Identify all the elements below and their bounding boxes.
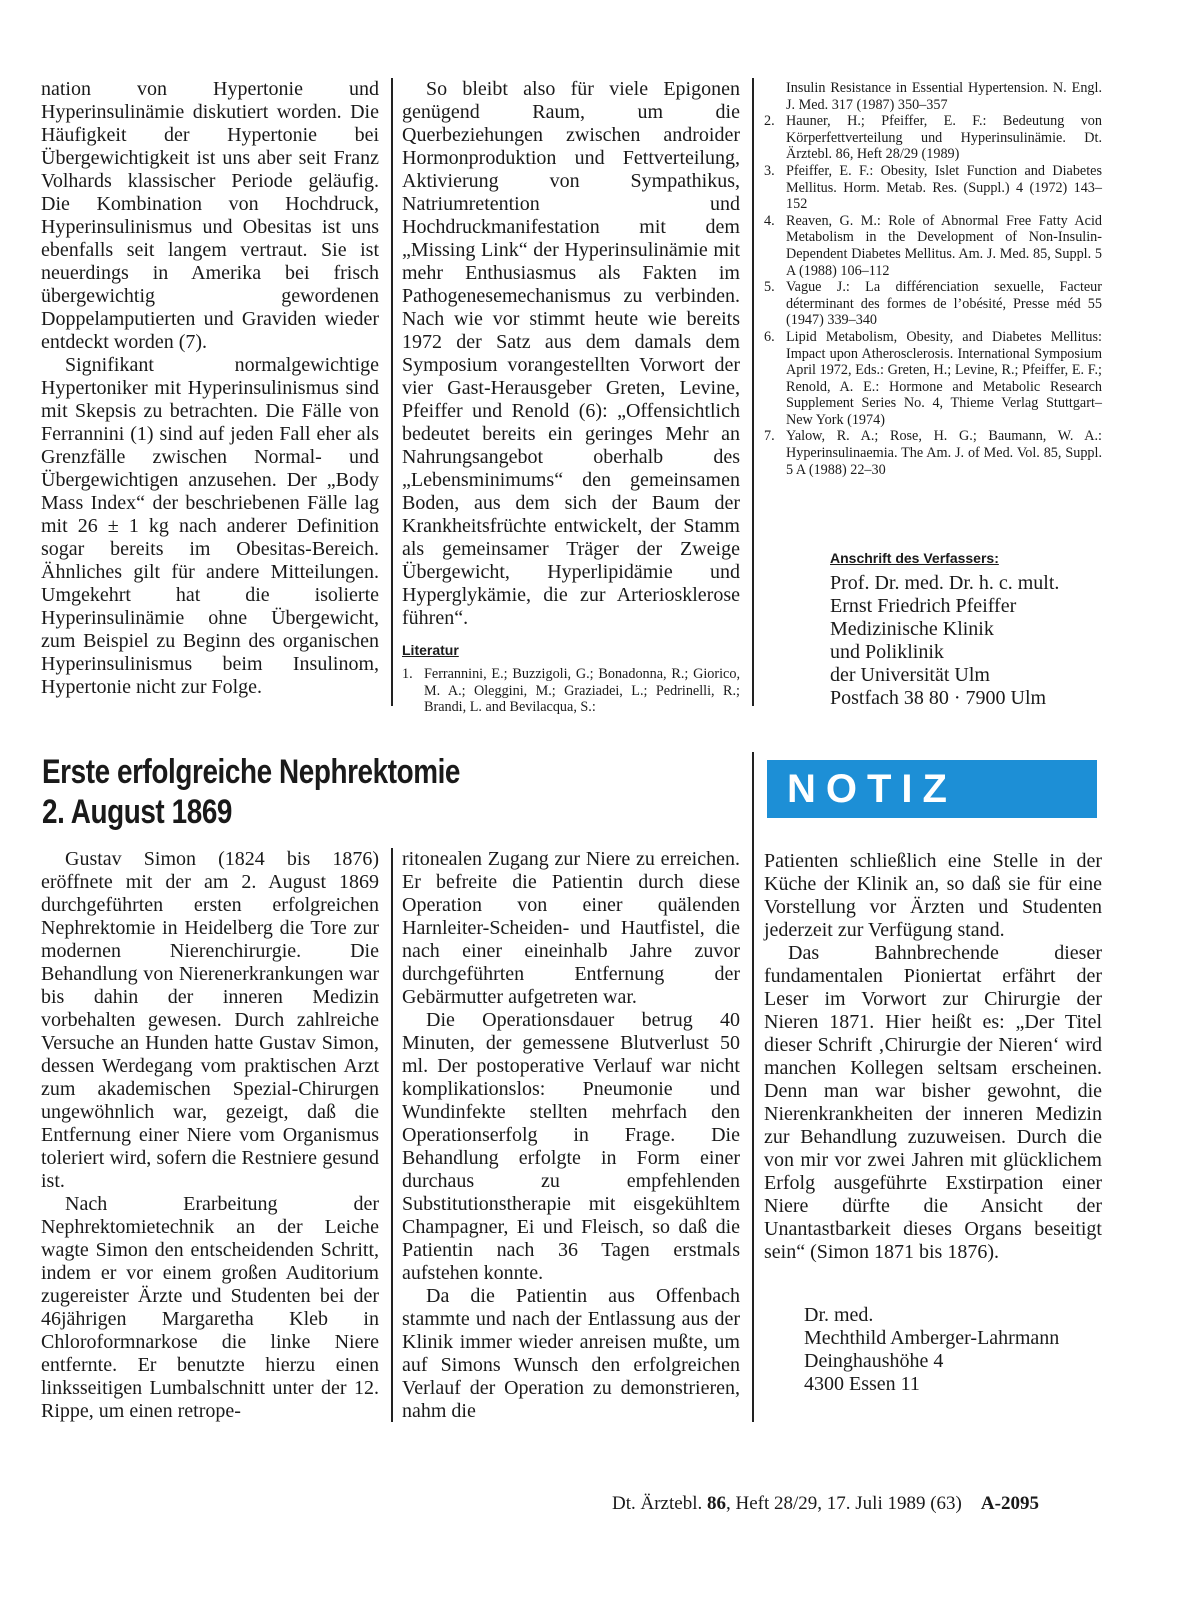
address-line: Postfach 38 80 · 7900 Ulm (830, 687, 1047, 709)
top-column-1 (41, 78, 379, 699)
column-divider (391, 78, 393, 706)
paragraph: Die Operationsdauer betrug 40 Minuten, der gemessene Blutverlust 50 ml. Der postoperative Verlauf war nicht komplikationslos: Pneumonie und Wundinfekte stellten mehrfach den Operationserfolg in Frage. Die Behandlung erfolgte in Form einer durchaus zu empfehlenden Substitutionstherapie mit eisgekühltem Champagner, Ei und Fleisch, so daß die Patientin nach 36 Tagen erstmals aufstehen konnte. (402, 1009, 740, 1284)
paragraph: Patienten schließlich eine Stelle in der Küche der Klinik an, so daß sie für eine Vorstellung vor Ärzten und Studenten jederzeit zur Verfügung stand. (764, 850, 1102, 941)
signature-line: 4300 Essen 11 (804, 1373, 920, 1395)
paragraph: Das Bahnbrechende dieser fundamentalen Pioniertat erfährt der Leser im Vorwort zur Chirurgie der Nieren 1871. Hier heißt es: „Der Titel dieser Schrift ‚Chirurgie der Nieren‘ wird manchen Kollegen seltsam erscheinen. Denn man war bisher gewohnt, die Nierenkrankheiten der inneren Medizin zur Behandlung zuzuweisen. Durch die von mir vor zwei Jahren mit glücklichem Erfolg ausgeführte Exstirpation einer Niere dürfte die Ansicht der Unantastbarkeit dieses Organs beseitigt sein“ (Simon 1871 bis 1876). (764, 942, 1102, 1263)
reference-text: Yalow, R. A.; Rose, H. G.; Baumann, W. A.: Hyperinsulinaemia. The Am. J. of Med. Vol. 85, Suppl. 5 A (1988) 22–30 (786, 428, 1102, 478)
signature-line: Mechthild Amberger-Lahrmann (804, 1327, 1060, 1349)
author-signature (764, 1304, 1102, 1396)
address-line: Ernst Friedrich Pfeiffer (830, 595, 1017, 617)
reference-item-continued (764, 80, 1102, 113)
section-divider (752, 752, 754, 1422)
author-address (830, 550, 1120, 710)
reference-item (764, 213, 1102, 279)
column-divider (752, 78, 754, 706)
address-line: und Poliklinik (830, 641, 944, 663)
reference-item (764, 279, 1102, 329)
article-title-line-1: Erste erfolgreiche Nephrektomie (42, 753, 461, 791)
literatur-heading: Literatur (402, 642, 459, 658)
reference-number: 7. (764, 428, 775, 445)
column-divider (391, 848, 393, 1422)
paragraph: Signifikant normalgewichtige Hypertoniker mit Hyperinsulinismus sind mit Skepsis zu betrachten. Die Fälle von Ferrannini (1) sind auf jeden Fall eher als Grenzfälle zwischen Normal- und Übergewichtigen anzusehen. Der „Body Mass Index“ der beschriebenen Fälle lag mit 26 ± 1 kg nach anderer Definition sogar bereits im Obesitas-Bereich. Ähnliches gilt für andere Mitteilungen. Umgekehrt hat die isolierte Hyperinsulinämie ohne Übergewicht, zum Beispiel zu Beginn des organischen Hyperinsulinismus beim Insulinom, Hypertonie nicht zur Folge. (41, 354, 379, 698)
reference-text: Ferrannini, E.; Buzzigoli, G.; Bonadonna, R.; Giorico, M. A.; Oleggini, M.; Graziadei, L.; Pedrinelli, R.; Brandi, L. and Bevilacqua, S.: (424, 666, 740, 716)
reference-number: 1. (402, 666, 413, 682)
top-column-2 (402, 78, 740, 716)
paragraph: So bleibt also für viele Epigonen genügend Raum, um die Querbeziehungen zwischen androider Hormonproduktion und Fettverteilung, Aktivierung von Sympathikus, Natriumretention und Hochdruckmanifestation mit dem „Missing Link“ der Hyperinsulinämie mit mehr Enthusiasmus als Fakten im Pathogenesemechanismus zu verbinden. Nach wie vor stimmt heute wie bereits 1972 der Satz aus dem damals dem Symposium vorangestellten Vorwort der vier Gast-Herausgeber Greten, Levine, Pfeiffer und Renold (6): „Offensichtlich bedeutet bereits ein geringes Mehr an Nahrungsangebot oberhalb des „Lebensminimums“ den gemeinsamen Boden, aus dem sich der Baum der Krankheitsfrüchte entwickelt, der Stamm als gemeinsamer Träger der Zweige Übergewicht, Hyperlipidämie und Hyperglykämie, die zur Arteriosklerose führen“. (402, 78, 740, 629)
reference-number: 4. (764, 212, 775, 229)
journal-volume: 86 (706, 1493, 726, 1514)
bottom-column-2 (402, 848, 740, 1423)
reference-item (764, 163, 1102, 213)
notiz-badge (767, 760, 1097, 818)
address-line: der Universität Ulm (830, 664, 990, 686)
reference-list (402, 666, 740, 716)
page-number: A-2095 (980, 1493, 1039, 1514)
address-line: Medizinische Klinik (830, 618, 994, 640)
reference-item (764, 329, 1102, 429)
journal-name: Dt. Ärztebl. (612, 1493, 703, 1514)
reference-text: Insulin Resistance in Essential Hypertension. N. Engl. J. Med. 317 (1987) 350–357 (786, 80, 1102, 113)
reference-number: 6. (764, 328, 775, 345)
article-title (42, 752, 616, 832)
article-title-line-2: 2. August 1869 (42, 793, 233, 831)
paragraph: Gustav Simon (1824 bis 1876) eröffnete mit der am 2. August 1869 durchgeführten ersten erfolgreichen Nephrektomie in Heidelberg die Tore zur modernen Nierenchirurgie. Die Behandlung von Nierenerkrankungen war bis dahin der inneren Medizin vorbehalten gewesen. Durch zahlreiche Versuche an Hunden hatte Gustav Simon, dessen Werdegang vom praktischen Arzt zum akademischen Spezial-Chirurgen ungewöhnlich war, gezeigt, daß die Entfernung einer Niere vom Organismus toleriert wird, sofern die Restniere gesund ist. (41, 848, 379, 1192)
reference-number: 3. (764, 162, 775, 179)
page-footer (612, 1493, 1039, 1515)
paragraph: ritonealen Zugang zur Niere zu erreichen. Er befreite die Patientin durch diese Operation von einer quälenden Harnleiter-Scheiden- und Hautfistel, die nach einer eineinhalb Jahre zuvor durchgeführten Entfernung der Gebärmutter aufgetreten war. (402, 848, 740, 1008)
signature-line: Deinghaushöhe 4 (804, 1350, 944, 1372)
paragraph: Nach Erarbeitung der Nephrektomietechnik an der Leiche wagte Simon den entscheidenden Schritt, indem er vor einem großen Auditorium zugereister Ärzte und Studenten bei der 46jährigen Margaretha Kleb in Chloroformnarkose die linke Niere entfernte. Er benutzte hierzu einen linksseitigen Lumbalschnitt unter der 12. Rippe, um einen retrope- (41, 1193, 379, 1422)
address-line: Prof. Dr. med. Dr. h. c. mult. (830, 572, 1060, 594)
reference-item (764, 113, 1102, 163)
paragraph: nation von Hypertonie und Hyperinsulinämie diskutiert worden. Die Häufigkeit der Hypertonie bei Übergewichtigkeit ist uns aber seit Franz Volhards klassischer Periode geläufig. Die Kombination von Hochdruck, Hyperinsulinismus und Obesitas ist uns ebenfalls seit langem vertraut. Sie ist neuerdings in Amerika bei frisch übergewichtig gewordenen Doppelamputierten und Graviden wieder entdeckt worden (7). (41, 78, 379, 353)
reference-text: Reaven, G. M.: Role of Abnormal Free Fatty Acid Metabolism in the Development of Non-Insulin-Dependent Diabetes Mellitus. Am. J. Med. 85, Suppl. 5 A (1988) 106–112 (786, 212, 1102, 279)
reference-text: Vague J.: La différenciation sexuelle, Facteur déterminant des formes de l’obésité, Presse méd 55 (1947) 339–340 (786, 279, 1102, 329)
notiz-label: NOTIZ (787, 767, 957, 811)
top-column-3 (764, 80, 1102, 709)
address-heading: Anschrift des Verfassers: (830, 550, 999, 566)
reference-text: Pfeiffer, E. F.: Obesity, Islet Function and Diabetes Mellitus. Horm. Metab. Res. (Suppl.) 4 (1972) 143–152 (786, 162, 1102, 213)
reference-item (402, 666, 740, 716)
reference-text: Hauner, H.; Pfeiffer, E. F.: Bedeutung von Körperfettverteilung und Hyperinsulinämie. Dt. Ärztebl. 86, Heft 28/29 (1989) (786, 113, 1102, 163)
bottom-column-3 (764, 850, 1102, 1396)
paragraph: Da die Patientin aus Offenbach stammte und nach der Entlassung aus der Klinik immer wieder anreisen mußte, um auf Simons Wunsch den erfolgreichen Verlauf der Operation zu demonstrieren, nahm die (402, 1285, 740, 1422)
reference-number: 2. (764, 113, 775, 130)
reference-item (764, 428, 1102, 478)
reference-number: 5. (764, 279, 775, 296)
reference-list (764, 80, 1102, 478)
reference-text: Lipid Metabolism, Obesity, and Diabetes Mellitus: Impact upon Atherosclerosis. International Symposium April 1972, Eds.: Greten, H.; Levine, R.; Pfeiffer, E. F.; Renold, A. E.: Hormone and Metabolic Research Supplement Series No. 4, Thieme Verlag Stuttgart–New York (1974) (786, 328, 1102, 428)
issue-info: , Heft 28/29, 17. Juli 1989 (63) (725, 1493, 962, 1514)
signature-line: Dr. med. (804, 1304, 874, 1326)
bottom-column-1 (41, 848, 379, 1423)
